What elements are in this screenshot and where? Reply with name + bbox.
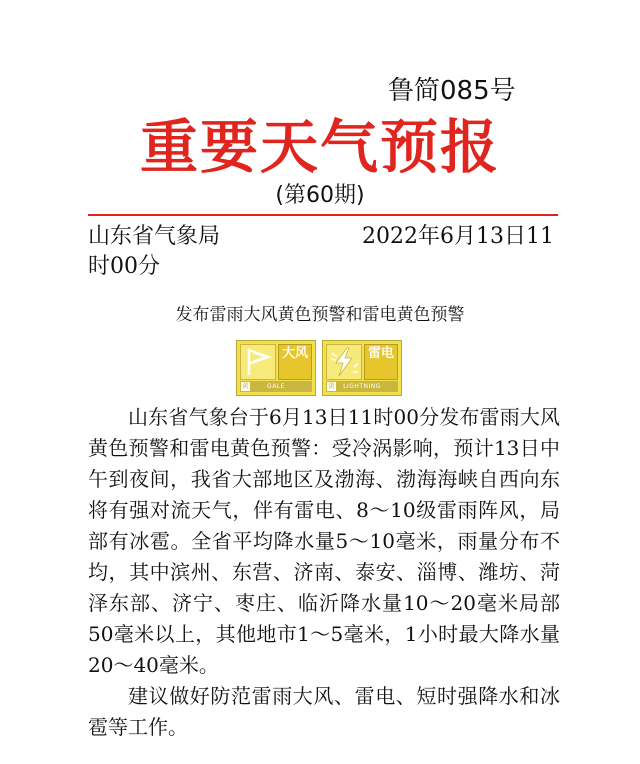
red-divider-rule	[88, 214, 558, 216]
gale-warning-icon	[240, 344, 276, 380]
lightning-sign-caption: LIGHTNING	[343, 383, 381, 390]
gale-sign-strip	[240, 381, 312, 392]
gale-level-badge: 黄	[241, 382, 250, 390]
lightning-sign-strip	[326, 381, 398, 392]
warning-subtitle: 发布雷雨大风黄色预警和雷电黄色预警	[175, 305, 465, 325]
lightning-sign-label: 雷电	[364, 344, 398, 380]
warning-signs	[236, 340, 402, 396]
issuer-name: 山东省气象局	[88, 224, 221, 249]
gale-warning-sign	[236, 340, 316, 396]
lightning-level-badge: 黄	[327, 382, 336, 390]
issue-datetime: 2022年6月13日11	[362, 224, 554, 249]
document-title: 重要天气预报	[139, 113, 500, 181]
gale-sign-label: 大风	[278, 344, 312, 380]
lightning-warning-sign	[322, 340, 402, 396]
gale-sign-caption: GALE	[267, 383, 285, 390]
document-serial-number: 鲁简085号	[388, 76, 516, 106]
lightning-warning-icon	[326, 344, 362, 380]
warning-body	[88, 402, 560, 743]
body-paragraph-forecast: 山东省气象台于6月13日11时00分发布雷雨大风黄色预警和雷电黄色预警：受冷涡影响，预计13日中午到夜间，我省大部地区及渤海、渤海海峡自西向东将有强对流天气，伴有雷电、8～10级雷雨阵风，局部有冰雹。全省平均降水量5～10毫米，雨量分布不均，其中滨州、东营、济南、泰安、淄博、潍坊、菏泽东部、济宁、枣庄、临沂降水量10～20毫米局部50毫米以上，其他地市1～5毫米，1小时最大降水量20～40毫米。	[88, 405, 560, 677]
body-paragraph-advice: 建议做好防范雷雨大风、雷电、短时强降水和冰雹等工作。	[88, 684, 560, 739]
issue-datetime-continued: 时00分	[88, 254, 160, 279]
issue-number: (第60期)	[275, 183, 365, 208]
